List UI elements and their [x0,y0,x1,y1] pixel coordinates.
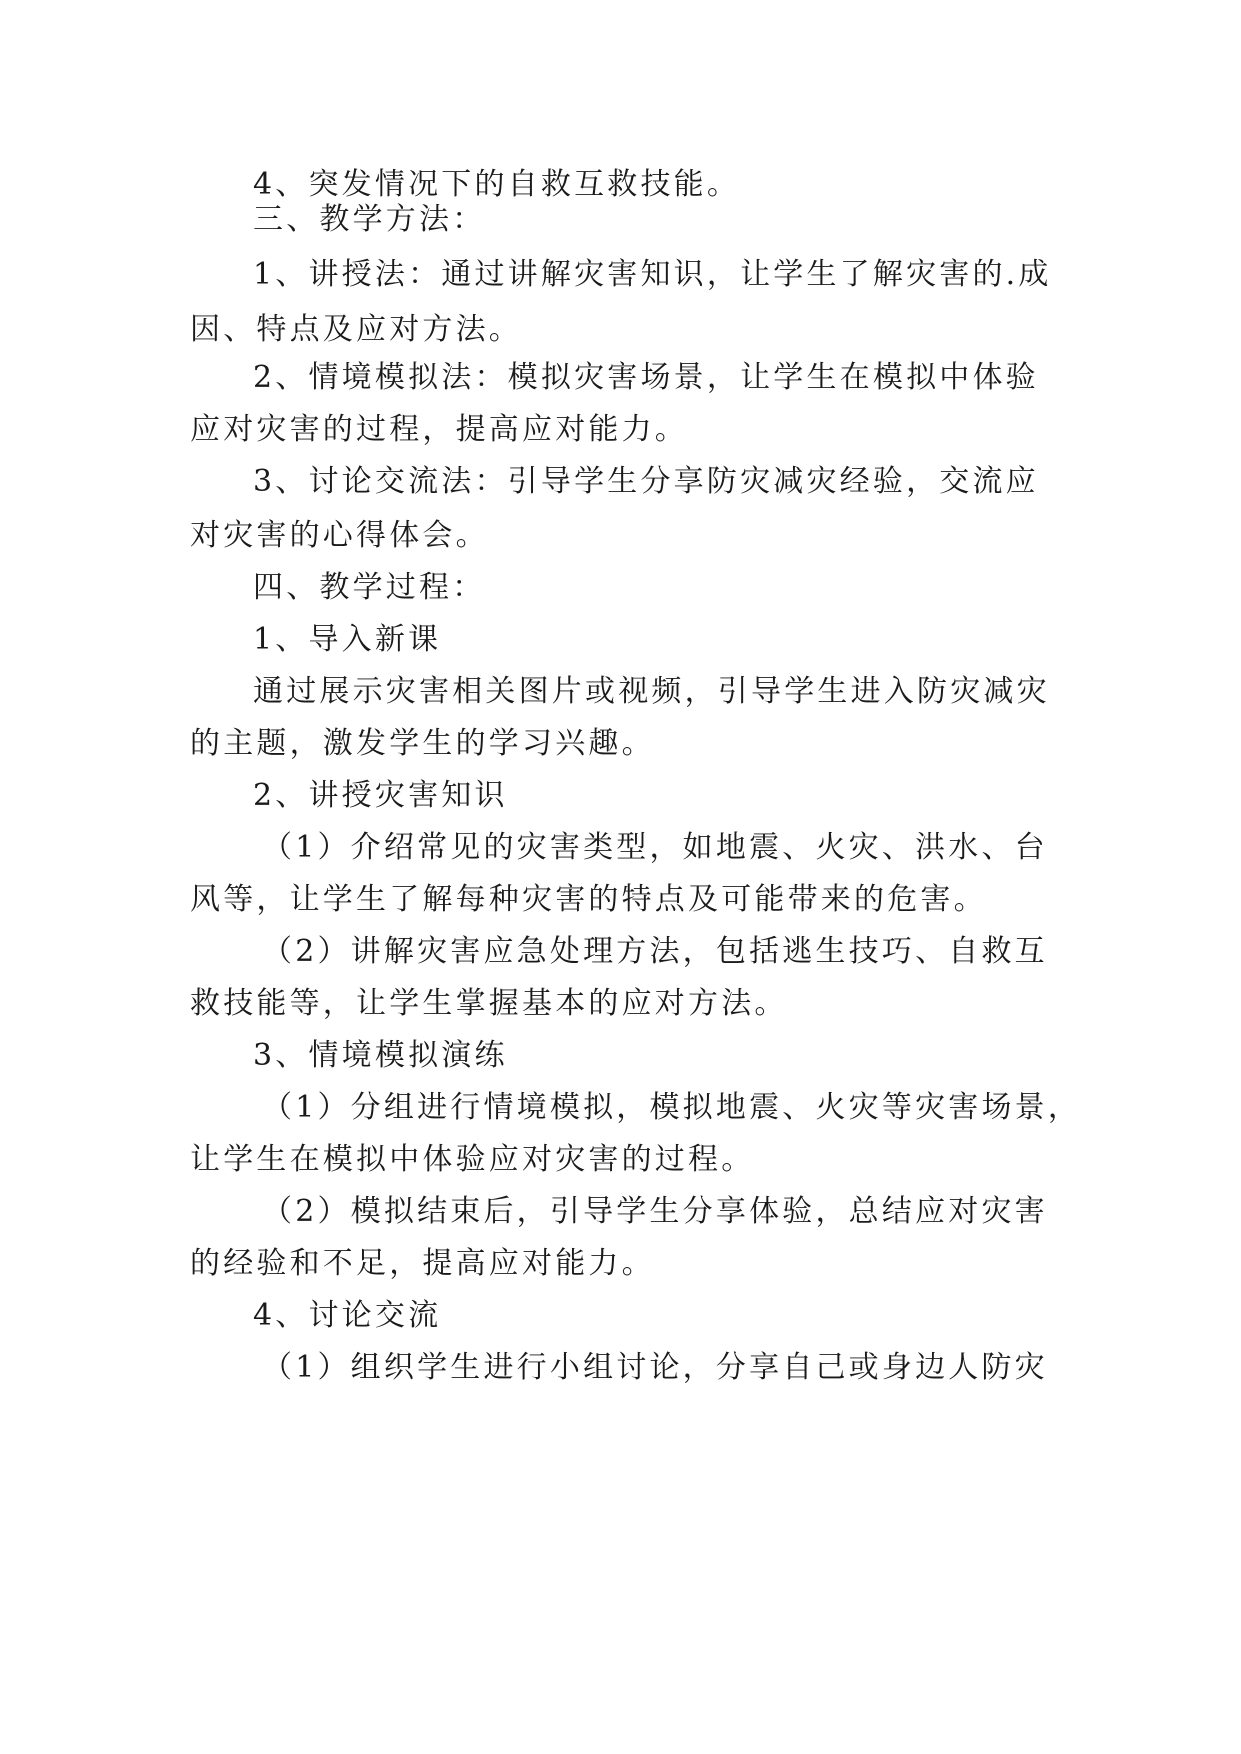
subheading: 4、讨论交流 [253,1298,442,1333]
text-line: 的主题，激发学生的学习兴趣。 [190,726,655,761]
text-line: （2）讲解灾害应急处理方法，包括逃生技巧、自救互 [262,934,1048,969]
text-line: 让学生在模拟中体验应对灾害的过程。 [190,1142,755,1177]
text-line: 的经验和不足，提高应对能力。 [190,1246,655,1281]
text-line: （2）模拟结束后，引导学生分享体验，总结应对灾害 [262,1194,1048,1229]
text-line: 通过展示灾害相关图片或视频，引导学生进入防灾减灾 [253,674,1050,709]
section-heading: 三、教学方法： [253,202,486,237]
subheading: 3、情境模拟演练 [253,1038,508,1073]
subheading: 2、讲授灾害知识 [253,778,508,813]
text-line: 4、突发情况下的自救互救技能。 [253,167,741,202]
text-line: 应对灾害的过程，提高应对能力。 [190,412,688,447]
text-line: 风等，让学生了解每种灾害的特点及可能带来的危害。 [190,882,987,917]
subheading: 1、导入新课 [253,622,442,657]
text-line: （1）介绍常见的灾害类型，如地震、火灾、洪水、台 [262,830,1048,865]
section-heading: 四、教学过程： [253,570,486,605]
text-line: 3、讨论交流法：引导学生分享防灾减灾经验，交流应 [253,464,1039,499]
text-line: （1）分组进行情境模拟，模拟地震、火灾等灾害场景， [262,1090,1082,1125]
text-line: 1、讲授法：通过讲解灾害知识，让学生了解灾害的.成 [253,257,1052,292]
text-line: 因、特点及应对方法。 [190,312,522,347]
text-line: （1）组织学生进行小组讨论，分享自己或身边人防灾 [262,1350,1048,1385]
text-line: 2、情境模拟法：模拟灾害场景，让学生在模拟中体验 [253,360,1039,395]
text-line: 对灾害的心得体会。 [190,518,489,553]
text-line: 救技能等，让学生掌握基本的应对方法。 [190,986,788,1021]
